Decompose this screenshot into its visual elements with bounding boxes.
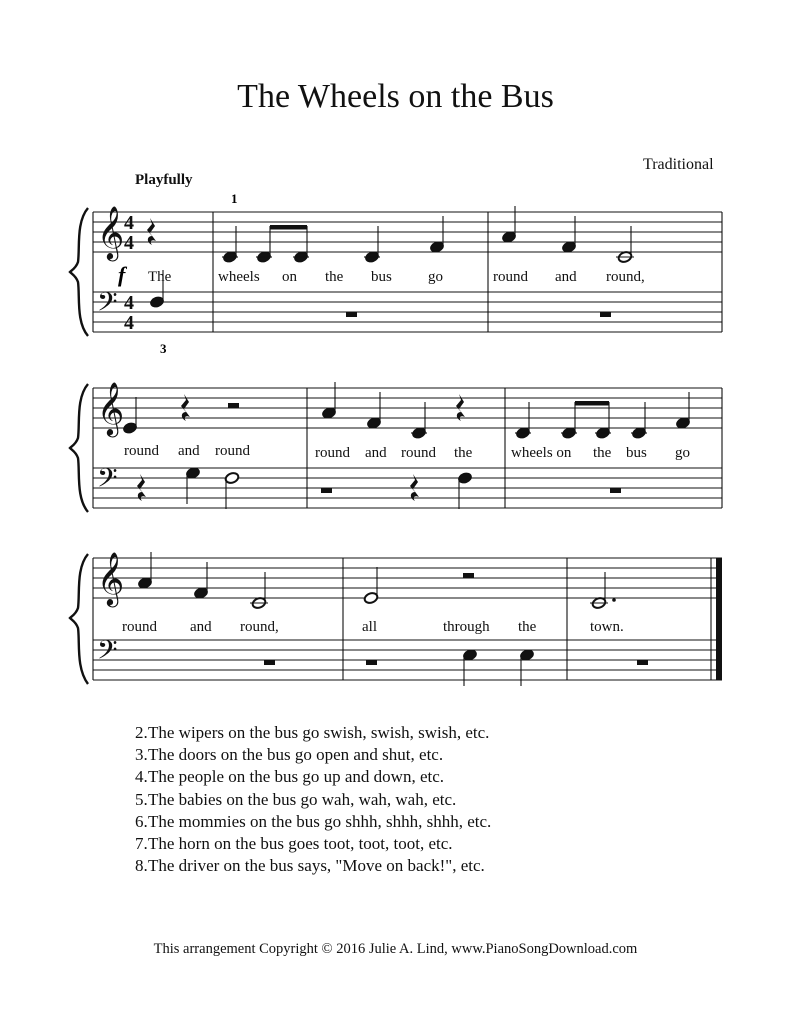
system-3-bass-staff <box>93 640 722 680</box>
verse-line <box>135 744 491 766</box>
time-signature-top: 4 <box>124 212 134 234</box>
lyric-syllable: and <box>178 443 200 459</box>
verse-text: The doors on the bus go open and shut, etc. <box>148 745 444 765</box>
lyric-syllable: round <box>122 619 157 635</box>
verse-number: 7. <box>135 834 148 854</box>
verse-text: The wipers on the bus go swish, swish, swish, etc. <box>148 723 490 742</box>
treble-clef-icon: 𝄞 <box>97 207 125 258</box>
whole-rest <box>264 660 275 665</box>
verse-number: 6. <box>135 811 148 831</box>
lyric-syllable: round <box>493 269 528 285</box>
verse-line <box>135 722 491 744</box>
measure-number: 3 <box>160 341 167 356</box>
verse-text: The horn on the bus goes toot, toot, toot, etc. <box>148 834 453 854</box>
half-note <box>363 567 378 605</box>
composer-credit: Traditional <box>643 156 714 173</box>
dynamic-marking: f <box>118 262 126 287</box>
copyright-footer: This arrangement Copyright © 2016 Julie A. Lind, www.PianoSongDownload.com <box>153 941 638 957</box>
brace-group <box>70 208 88 684</box>
half-rest <box>463 573 474 578</box>
verse-number: 5. <box>135 789 148 809</box>
half-note <box>224 471 239 509</box>
system-1-bass-staff <box>93 292 722 332</box>
bass-clef-icon: 𝄢 <box>97 463 118 499</box>
lyric-syllable: go <box>675 445 690 461</box>
note <box>457 471 472 509</box>
lyric-syllable: bus <box>626 445 647 461</box>
system-3-treble-staff <box>93 558 722 598</box>
half-rest <box>366 660 377 665</box>
time-signature-bottom: 4 <box>124 232 134 254</box>
whole-rest <box>600 312 611 317</box>
lyric-syllable: through <box>443 619 490 635</box>
whole-rest <box>346 312 357 317</box>
verse-number: 4. <box>135 767 148 787</box>
sheet-title: The Wheels on the Bus <box>237 78 554 115</box>
lyric-syllable: go <box>428 269 443 285</box>
verse-text: The driver on the bus says, "Move on back!", etc. <box>148 856 485 876</box>
treble-clef-icon: 𝄞 <box>97 553 125 604</box>
lyric-syllable: bus <box>371 269 392 285</box>
lyric-syllable: and <box>190 619 212 635</box>
bass-clef-icon: 𝄢 <box>97 287 118 323</box>
verse-number: 8. <box>135 856 148 876</box>
time-signature-top: 4 <box>124 292 134 314</box>
lyric-syllable: the <box>518 619 537 635</box>
lyric-syllable: the <box>325 269 344 285</box>
lyric-syllable: wheels on <box>511 445 572 461</box>
whole-rest <box>637 660 648 665</box>
lyric-syllable: The <box>148 269 172 285</box>
grand-staff-brace <box>70 384 88 512</box>
bass-clef-icon: 𝄢 <box>97 635 118 671</box>
verse-text: The mommies on the bus go shhh, shhh, shhh, etc. <box>148 811 492 831</box>
measure-number: 1 <box>231 191 238 206</box>
lyric-syllable: on <box>282 269 297 285</box>
lyric-syllable: round <box>124 443 159 459</box>
lyric-syllable: the <box>593 445 612 461</box>
half-rest <box>321 488 332 493</box>
final-barline <box>716 558 722 680</box>
lyric-syllable: wheels <box>218 269 260 285</box>
lyric-syllable: round <box>401 445 436 461</box>
system-1-treble-staff <box>93 212 722 252</box>
verse-number: 2. <box>135 723 148 742</box>
beamed-eighth-notes <box>561 401 611 440</box>
verse-line <box>135 789 491 811</box>
tempo-marking: Playfully <box>135 172 193 188</box>
lyric-syllable: round <box>315 445 350 461</box>
system-2-treble-staff <box>93 388 722 428</box>
lyric-syllable: round, <box>240 619 279 635</box>
verse-line <box>135 766 491 788</box>
grand-staff-brace <box>70 208 88 336</box>
lyric-syllable: round <box>215 443 250 459</box>
lyric-syllable: the <box>454 445 473 461</box>
additional-verses <box>135 722 491 877</box>
verse-text: The people on the bus go up and down, etc. <box>148 767 445 787</box>
verse-line <box>135 855 491 877</box>
beamed-eighth-notes <box>256 225 309 264</box>
verse-line <box>135 833 491 855</box>
half-rest <box>228 403 239 408</box>
lyric-syllable: and <box>365 445 387 461</box>
verse-text: The babies on the bus go wah, wah, wah, etc. <box>148 789 457 809</box>
grand-staff-brace <box>70 554 88 684</box>
lyric-syllable: and <box>555 269 577 285</box>
whole-rest <box>610 488 621 493</box>
system-3 <box>93 558 722 680</box>
lyric-syllable: all <box>362 619 377 635</box>
lyric-syllable: town. <box>590 619 624 635</box>
verse-number: 3. <box>135 745 148 765</box>
lyric-syllable: round, <box>606 269 645 285</box>
note <box>122 397 137 435</box>
time-signature-bottom: 4 <box>124 312 134 334</box>
verse-line <box>135 811 491 833</box>
treble-clef-icon: 𝄞 <box>97 383 125 434</box>
